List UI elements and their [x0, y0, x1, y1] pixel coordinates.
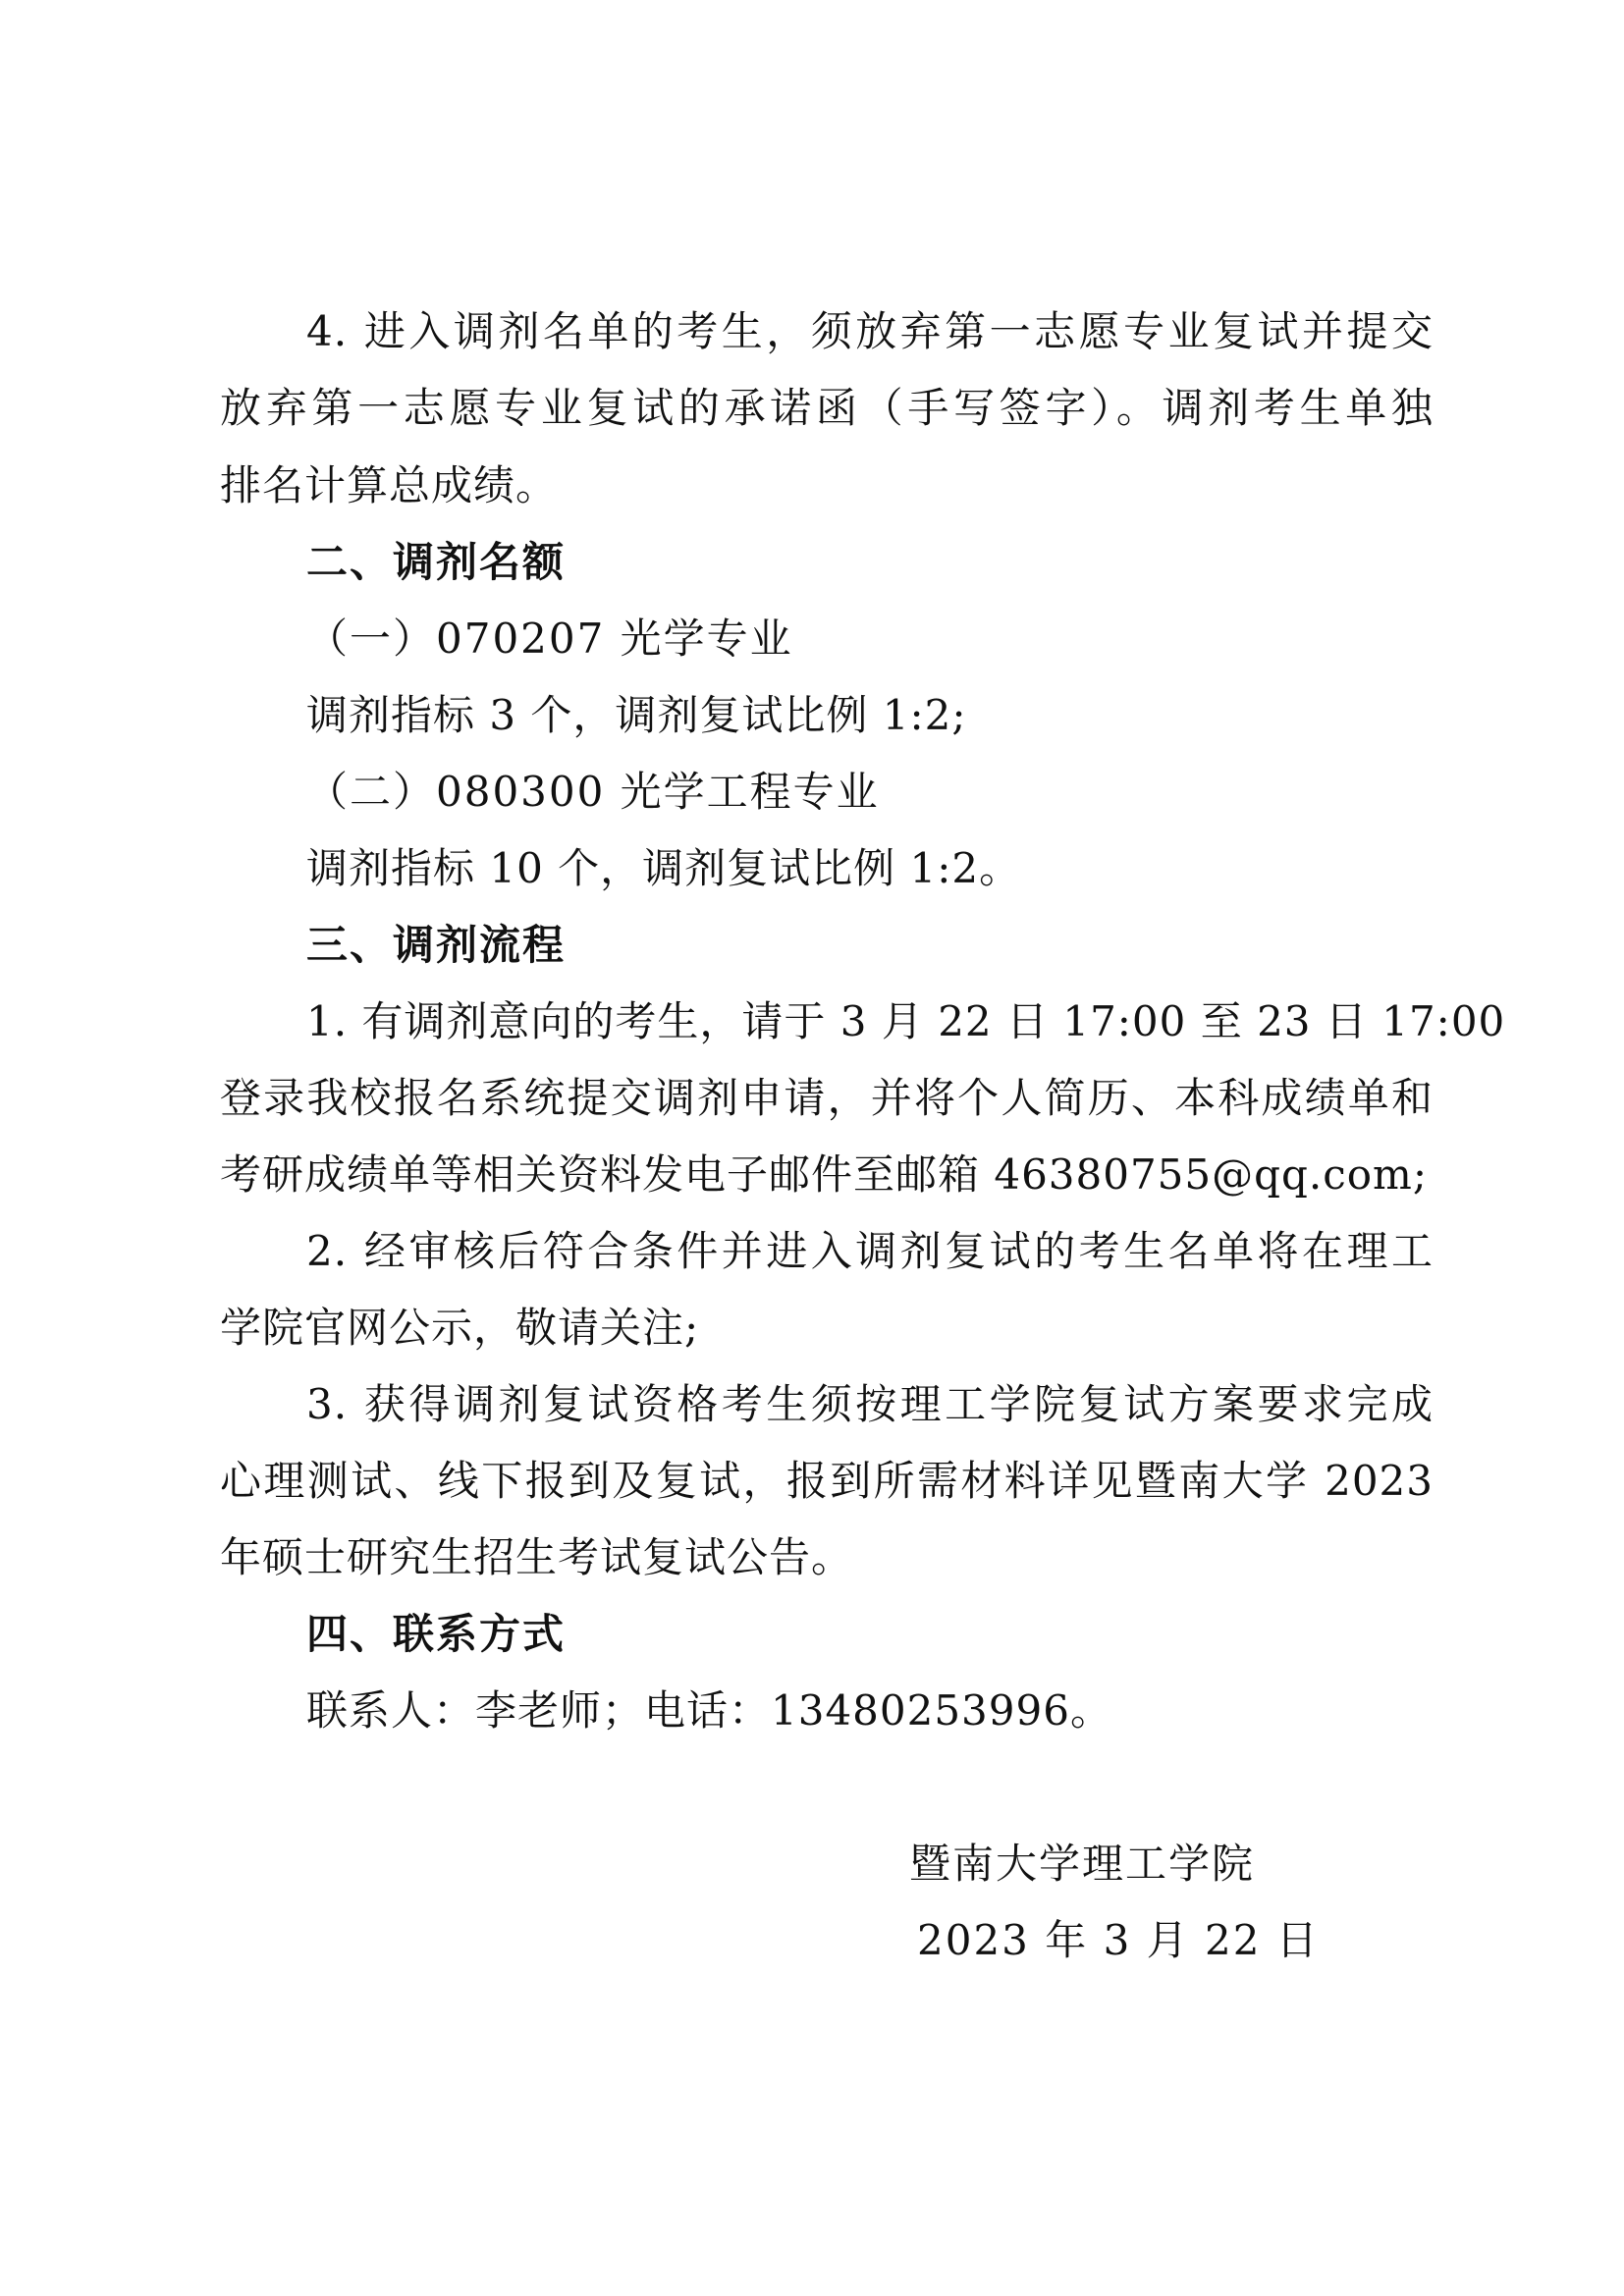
signature-date: 2023 年 3 月 22 日: [917, 1916, 1320, 1964]
section-3-item-2-line-2: 学院官网公示，敬请关注;: [220, 1304, 700, 1352]
section-4-heading: 四、联系方式: [306, 1610, 567, 1658]
signature-org: 暨南大学理工学院: [909, 1840, 1256, 1888]
section-2-sub-2-text: 调剂指标 10 个，调剂复试比例 1:2。: [306, 844, 1022, 892]
section-2-sub-1-text: 调剂指标 3 个，调剂复试比例 1:2;: [306, 691, 967, 739]
paragraph-4-line-1: 4. 进入调剂名单的考生，须放弃第一志愿专业复试并提交: [306, 307, 1434, 355]
section-3-item-1-line-2: 登录我校报名系统提交调剂申请，并将个人简历、本科成绩单和: [220, 1074, 1434, 1122]
section-2-sub-2: （二）080300 光学工程专业: [306, 768, 880, 816]
paragraph-4-line-2: 放弃第一志愿专业复试的承诺函（手写签字）。调剂考生单独: [220, 384, 1434, 432]
section-3-item-2-line-1: 2. 经审核后符合条件并进入调剂复试的考生名单将在理工: [306, 1227, 1434, 1275]
section-3-item-3-line-3: 年硕士研究生招生考试复试公告。: [220, 1533, 854, 1581]
section-3-heading: 三、调剂流程: [306, 921, 567, 969]
paragraph-4-line-3: 排名计算总成绩。: [220, 461, 559, 509]
section-3-item-3-line-1: 3. 获得调剂复试资格考生须按理工学院复试方案要求完成: [306, 1380, 1434, 1428]
section-3-item-3-line-2: 心理测试、线下报到及复试，报到所需材料详见暨南大学 2023: [220, 1457, 1434, 1505]
section-3-item-1-line-3: 考研成绩单等相关资料发电子邮件至邮箱 46380755@qq.com;: [220, 1150, 1429, 1199]
section-4-contact: 联系人：李老师；电话：13480253996。: [306, 1686, 1112, 1735]
section-2-heading: 二、调剂名额: [306, 538, 567, 586]
section-2-sub-1: （一）070207 光学专业: [306, 614, 793, 663]
section-3-item-1-line-1: 1. 有调剂意向的考生，请于 3 月 22 日 17:00 至 23 日 17:00: [306, 997, 1506, 1045]
